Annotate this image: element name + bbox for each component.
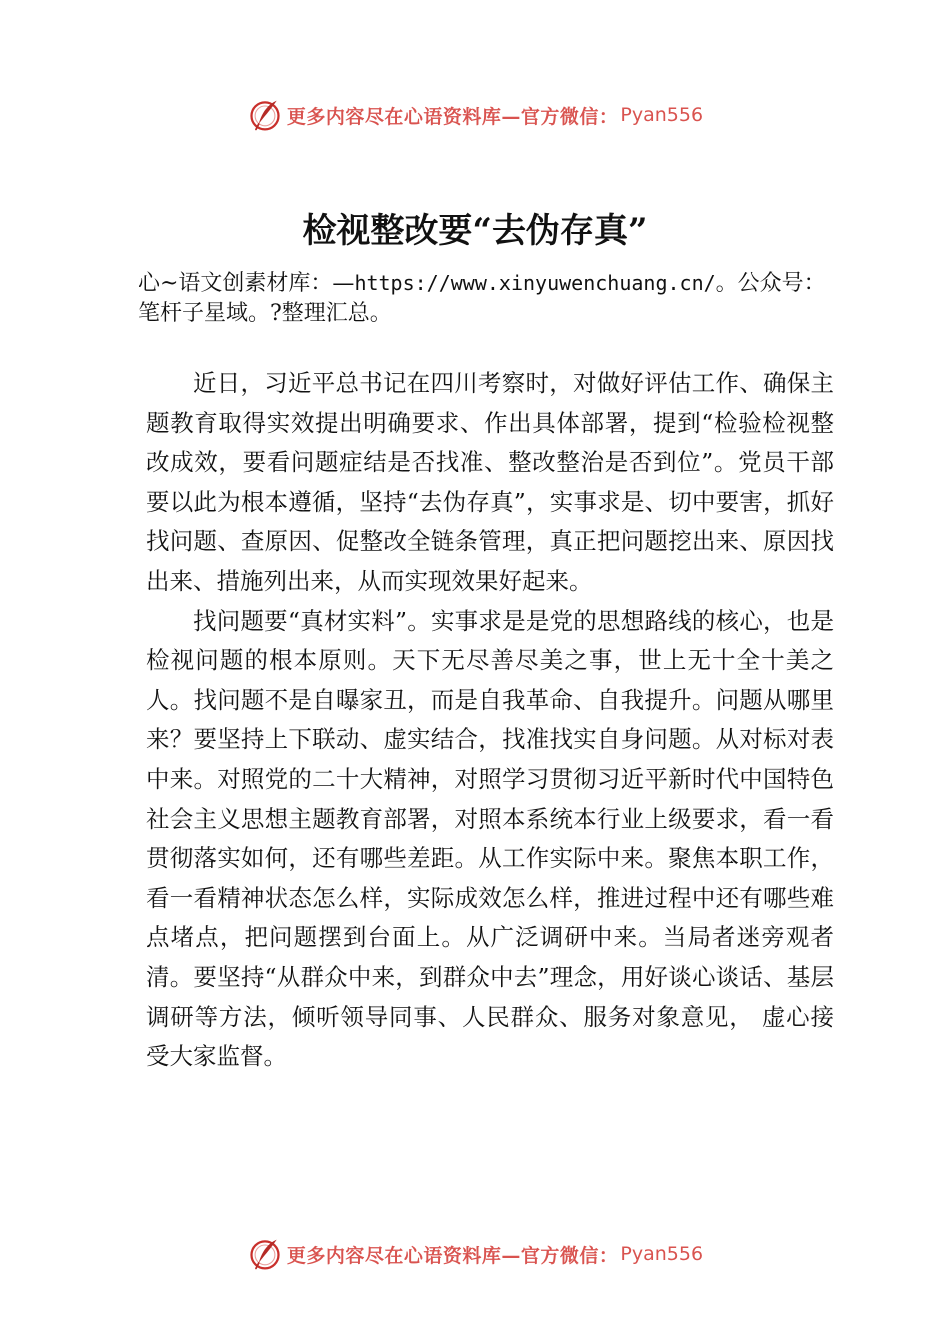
header-banner-text: 更多内容尽在心语资料库—官方微信： — [286, 105, 619, 128]
quill-pen-icon — [247, 1236, 283, 1272]
header-wechat-id: Pyan556 — [620, 104, 704, 126]
paragraph-1: 近日，习近平总书记在四川考察时，对做好评估工作、确保主题教育取得实效提出明确要求、作出具体部署，提到“检验检视整改成效，要看问题症结是否找准、整改整治是否到位”。党员干部要以此为根本遵循，坚持“去伪存真”，实事求是、切中要害，抓好找问题、查原因、促整改全链条管理，真正把问题挖出来、原因找出来、措施列出来，从而实现效果好起来。 — [146, 369, 834, 595]
document-body — [146, 364, 834, 1077]
source-suffix: 。公众号：笔杆子星域。?整理汇总。 — [138, 271, 826, 326]
source-line — [138, 268, 843, 329]
header-banner — [0, 93, 950, 137]
footer-wechat-id: Pyan556 — [620, 1243, 704, 1265]
footer-banner — [0, 1232, 950, 1276]
source-url: https://www.xinyuwenchuang.cn/ — [354, 271, 716, 295]
quill-pen-icon — [247, 97, 283, 133]
source-prefix: 心~语文创素材库：— — [138, 271, 355, 296]
paragraph-2: 找问题要“真材实料”。实事求是是党的思想路线的核心，也是检视问题的根本原则。天下无尽善尽美之事，世上无十全十美之人。找问题不是自曝家丑，而是自我革命、自我提升。问题从哪里来？要坚持上下联动、虚实结合，找准找实自身问题。从对标对表中来。对照党的二十大精神，对照学习贯彻习近平新时代中国特色社会主义思想主题教育部署，对照本系统本行业上级要求，看一看贯彻落实如何，还有哪些差距。从工作实际中来。聚焦本职工作，看一看精神状态怎么样，实际成效怎么样，推进过程中还有哪些难点堵点，把问题摆到台面上。从广泛调研中来。当局者迷旁观者清。要坚持“从群众中来，到群众中去”理念，用好谈心谈话、基层调研等方法，倾听领导同事、人民群众、服务对象意见， 虚心接受大家监督。 — [146, 606, 834, 1071]
document-title: 检视整改要“去伪存真” — [302, 211, 648, 251]
footer-banner-text: 更多内容尽在心语资料库—官方微信： — [286, 1244, 619, 1267]
